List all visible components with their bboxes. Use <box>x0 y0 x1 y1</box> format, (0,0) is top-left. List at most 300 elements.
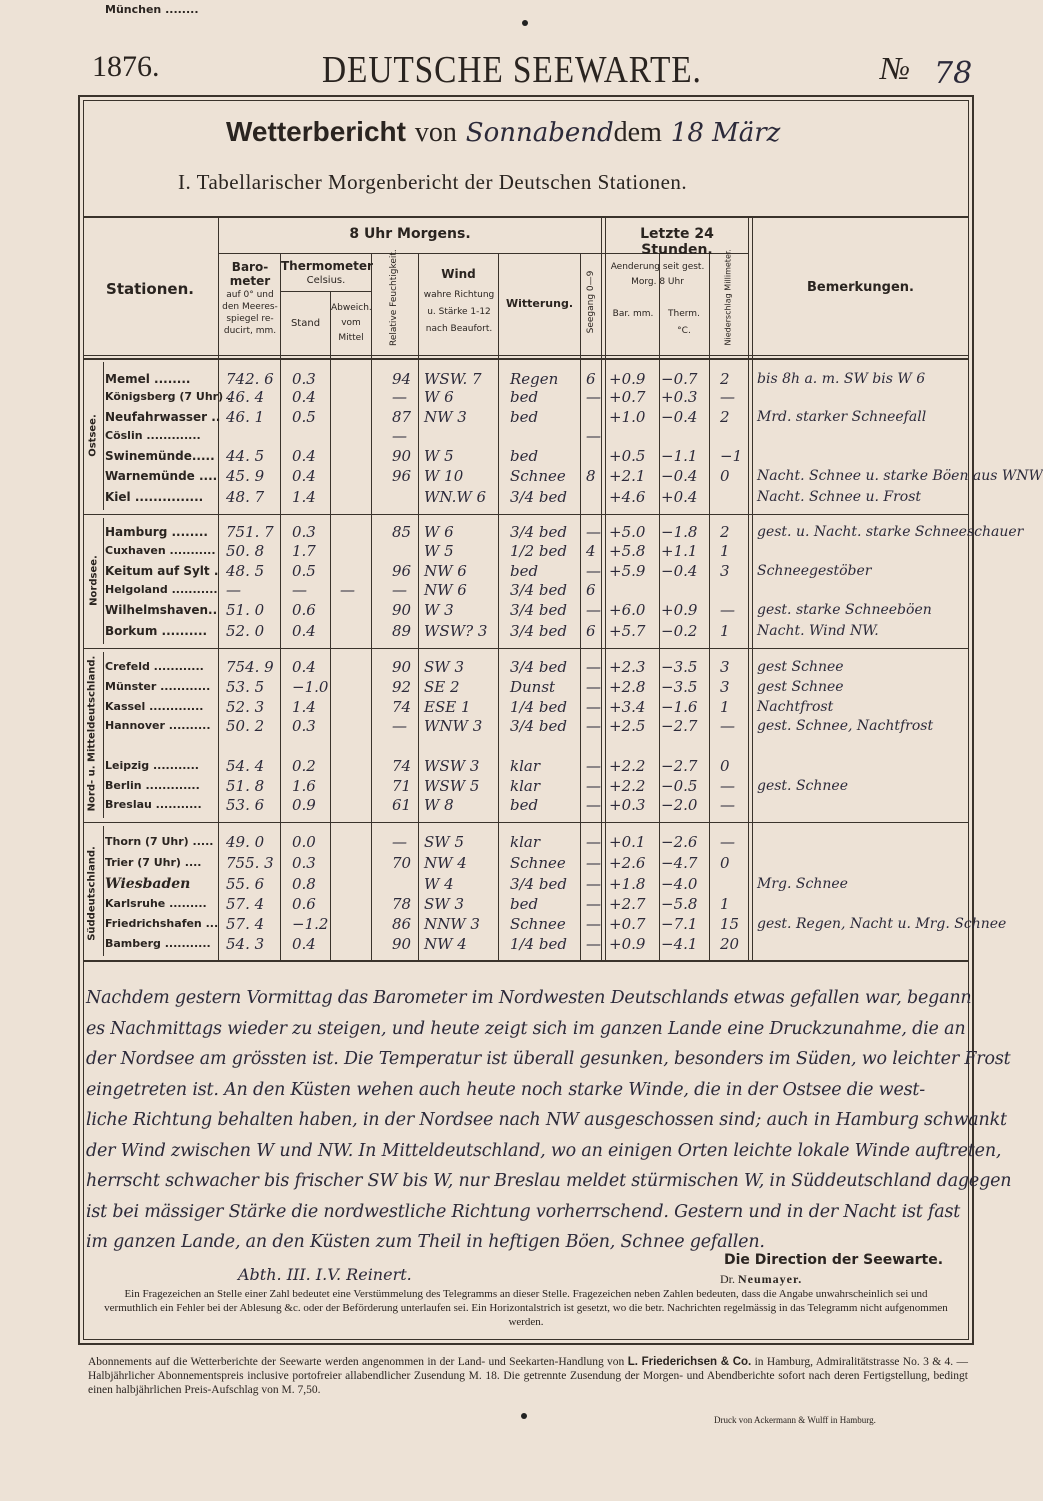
cell-see: 4 <box>586 542 596 560</box>
header-last24: Letzte 24 Stunden. <box>640 226 714 258</box>
cell-rel: 87 <box>392 408 412 426</box>
cell-baro: 754. 9 <box>226 658 274 676</box>
cell-nied: 1 <box>720 698 730 716</box>
cell-witt: 1/2 bed <box>510 542 567 560</box>
cell-bem: gest. u. Nacht. starke Schneeschauer <box>757 524 1024 540</box>
cell-stand: 0.3 <box>292 370 316 388</box>
cell-rel: 90 <box>392 935 412 953</box>
cell-dth: −3.5 <box>661 678 698 696</box>
cell-nied: 0 <box>720 757 730 775</box>
cell-dbar: +5.8 <box>609 542 646 560</box>
cell-dth: −4.7 <box>661 854 698 872</box>
cell-baro: 51. 0 <box>226 601 265 619</box>
cell-see: 6 <box>586 622 596 640</box>
table-row <box>84 716 968 736</box>
cell-wind: W 10 <box>424 467 464 485</box>
header-witterung: Witterung. <box>505 297 574 310</box>
cell-see: — <box>586 523 601 541</box>
table-row <box>84 853 968 873</box>
cell-dbar: +5.0 <box>609 523 646 541</box>
table-row <box>84 541 968 561</box>
cell-wind: SW 3 <box>424 895 465 913</box>
cell-baro: 755. 3 <box>226 854 274 872</box>
cell-wind: WN.W 6 <box>424 488 487 506</box>
cell-witt: bed <box>510 796 539 814</box>
cell-see: — <box>586 601 601 619</box>
table-row <box>84 487 968 507</box>
cell-nied: 15 <box>720 915 740 933</box>
cell-stand: 0.8 <box>292 875 316 893</box>
cell-baro: 52. 3 <box>226 698 265 716</box>
cell-wind: SW 3 <box>424 658 465 676</box>
header-morning: 8 Uhr Morgens. <box>349 226 471 242</box>
cell-witt: bed <box>510 408 539 426</box>
table-row <box>84 894 968 914</box>
signature-left: Abth. III. I.V. Reinert. <box>238 1265 412 1284</box>
title-day: Sonnabend <box>465 118 614 148</box>
cell-wind: W 3 <box>424 601 454 619</box>
header-wind: Wind <box>441 267 476 281</box>
table-row <box>84 776 968 796</box>
cell-stand: 0.4 <box>292 622 316 640</box>
cell-wind: WSW 5 <box>424 777 480 795</box>
cell-dbar: +3.4 <box>609 698 646 716</box>
station-name: Crefeld ............ <box>105 660 204 673</box>
cell-see: — <box>586 678 601 696</box>
cell-wind: NW 4 <box>424 854 467 872</box>
cell-bem: bis 8h a. m. SW bis W 6 <box>757 371 926 387</box>
cell-dth: +0.4 <box>661 488 698 506</box>
cell-wind: NNW 3 <box>424 915 480 933</box>
cell-wind: WSW. 7 <box>424 370 482 388</box>
station-name: Borkum .......... <box>105 624 208 638</box>
narrative-line: herrscht schwacher bis frischer SW bis W, nur Breslau meldet stürmischen W, in Süddeutschland dagegen <box>86 1171 1012 1191</box>
narrative-line: im ganzen Lande, an den Küsten zum Theil in heftigen Böen, Schnee gefallen. <box>86 1232 765 1252</box>
cell-dbar: +4.6 <box>609 488 646 506</box>
cell-bem: gest. Schnee <box>757 778 848 794</box>
cell-nied: — <box>720 601 735 619</box>
cell-dth: +0.9 <box>661 601 698 619</box>
cell-rel: — <box>392 833 407 851</box>
table-row <box>84 832 968 852</box>
narrative-line: Nachdem gestern Vormittag das Barometer im Nordwesten Deutschlands etwas gefallen war, begann <box>86 988 972 1008</box>
cell-rel: 74 <box>392 757 412 775</box>
station-name: Memel ........ <box>105 372 191 386</box>
station-name: Trier (7 Uhr) .... <box>105 856 202 869</box>
signature-name <box>720 1272 802 1287</box>
cell-nied: 1 <box>720 542 730 560</box>
cell-dbar: +2.8 <box>609 678 646 696</box>
station-name: Hannover .......... <box>105 719 211 732</box>
cell-dth: +0.3 <box>661 388 698 406</box>
cell-wind: W 8 <box>424 796 454 814</box>
cell-witt: 3/4 bed <box>510 581 567 599</box>
cell-witt: 3/4 bed <box>510 875 567 893</box>
table-row <box>84 677 968 697</box>
cell-stand: 0.6 <box>292 601 316 619</box>
cell-rel: 90 <box>392 447 412 465</box>
cell-dth: −1.1 <box>661 447 698 465</box>
cell-nied: — <box>720 777 735 795</box>
cell-dth: −0.7 <box>661 370 698 388</box>
cell-baro: 53. 5 <box>226 678 265 696</box>
cell-witt: Schnee <box>510 915 566 933</box>
station-name: Neufahrwasser .. <box>105 410 221 424</box>
cell-baro: 751. 7 <box>226 523 274 541</box>
cell-stand: 0.3 <box>292 717 316 735</box>
cell-wind: NW 3 <box>424 408 467 426</box>
cell-rel: 90 <box>392 658 412 676</box>
cell-witt: 3/4 bed <box>510 523 567 541</box>
station-name: Berlin ............. <box>105 779 200 792</box>
cell-dbar: +1.0 <box>609 408 646 426</box>
table-row <box>84 697 968 717</box>
cell-dth: −0.4 <box>661 408 698 426</box>
narrative-line: der Wind zwischen W und NW. In Mitteldeutschland, wo an einigen Orten leichte lokale Winde auftreten, <box>86 1140 1002 1161</box>
subscription-notice <box>88 1355 968 1397</box>
station-name: Wiesbaden <box>105 876 191 892</box>
cell-see: — <box>586 757 601 775</box>
table-row <box>84 446 968 466</box>
table-row <box>84 657 968 677</box>
cell-see: — <box>586 935 601 953</box>
header-aenderung: Aenderung seit gest. Morg. 8 Uhr <box>610 262 705 287</box>
table-row <box>84 522 1024 542</box>
cell-dth: −7.1 <box>661 915 698 933</box>
station-name: Kiel ............... <box>105 490 204 504</box>
station-name: Breslau ........... <box>105 798 202 811</box>
cell-witt: klar <box>510 777 540 795</box>
cell-rel: 86 <box>392 915 412 933</box>
cell-rel: 94 <box>392 370 412 388</box>
cell-baro: 742. 6 <box>226 370 274 388</box>
cell-dth: −2.6 <box>661 833 698 851</box>
station-name: Keitum auf Sylt . <box>105 564 219 578</box>
cell-witt: 3/4 bed <box>510 488 567 506</box>
title-date: 18 März <box>670 118 781 148</box>
cell-see: 8 <box>586 467 596 485</box>
cell-stand: 0.4 <box>292 447 316 465</box>
cell-baro: 57. 4 <box>226 915 265 933</box>
cell-rel: — <box>392 581 407 599</box>
cell-see: — <box>586 698 601 716</box>
cell-nied: 0 <box>720 467 730 485</box>
header-bemerkungen: Bemerkungen. <box>807 280 914 295</box>
cell-nied: — <box>720 796 735 814</box>
table-row <box>84 580 968 600</box>
cell-stand: 0.3 <box>292 523 316 541</box>
station-name: Swinemünde..... <box>105 449 215 463</box>
cell-stand: 1.7 <box>292 542 316 560</box>
cell-baro: 46. 4 <box>226 388 265 406</box>
cell-dbar: +2.2 <box>609 777 646 795</box>
cell-see: 6 <box>586 370 596 388</box>
cell-wind: W 6 <box>424 523 454 541</box>
cell-baro: 46. 1 <box>226 408 265 426</box>
cell-bem: Nacht. Wind NW. <box>757 623 879 639</box>
cell-rel: 78 <box>392 895 412 913</box>
cell-dbar: +0.7 <box>609 915 646 933</box>
cell-witt: bed <box>510 388 539 406</box>
report-title <box>226 115 780 149</box>
cell-rel: 70 <box>392 854 412 872</box>
cell-stand: −1.2 <box>292 915 329 933</box>
header-stations: Stationen. <box>106 280 194 298</box>
group-label-sueddeutschland: Süddeutschland. <box>86 846 98 941</box>
header-bar: Bar. mm. <box>612 309 654 319</box>
cell-wind: W 4 <box>424 875 454 893</box>
cell-witt: bed <box>510 447 539 465</box>
cell-see: — <box>586 777 601 795</box>
cell-stand: 0.6 <box>292 895 316 913</box>
cell-dbar: +0.9 <box>609 935 646 953</box>
cell-witt: 3/4 bed <box>510 658 567 676</box>
cell-dbar: +2.5 <box>609 717 646 735</box>
cell-nied: 2 <box>720 370 730 388</box>
cell-nied: 2 <box>720 408 730 426</box>
cell-dth: +1.1 <box>661 542 698 560</box>
cell-rel: — <box>392 427 407 445</box>
station-name: Cöslin ............. <box>105 429 201 442</box>
cell-nied: 1 <box>720 895 730 913</box>
cell-dbar: +5.9 <box>609 562 646 580</box>
cell-dbar: +2.6 <box>609 854 646 872</box>
cell-bem: gest. starke Schneeböen <box>757 602 932 618</box>
cell-nied: 3 <box>720 562 730 580</box>
cell-dbar: +0.5 <box>609 447 646 465</box>
cell-abw: — <box>340 581 355 599</box>
cell-dbar: +6.0 <box>609 601 646 619</box>
cell-witt: Dunst <box>510 678 556 696</box>
cell-witt: Regen <box>510 370 559 388</box>
cell-rel: 74 <box>392 698 412 716</box>
table-row <box>84 621 968 641</box>
title-prefix: Wetterbericht <box>226 116 406 147</box>
station-name: Warnemünde .... <box>105 469 218 483</box>
table-row <box>84 0 968 20</box>
cell-nied: — <box>720 717 735 735</box>
table-row <box>84 756 968 776</box>
table-row <box>84 600 968 620</box>
cell-nied: 3 <box>720 658 730 676</box>
masthead: DEUTSCHE SEEWARTE. <box>322 49 702 91</box>
cell-nied: 1 <box>720 622 730 640</box>
cell-see: — <box>586 427 601 445</box>
station-name: Wilhelmshaven.. <box>105 603 218 617</box>
narrative-line: es Nachmittags wieder zu steigen, und heute zeigt sich im ganzen Lande eine Druckzunahme, die an <box>86 1018 966 1039</box>
table-row <box>84 426 968 446</box>
station-name: Hamburg ........ <box>105 525 208 539</box>
cell-dth: −0.2 <box>661 622 698 640</box>
cell-dth: −0.5 <box>661 777 698 795</box>
cell-dth: −2.0 <box>661 796 698 814</box>
cell-stand: 0.3 <box>292 854 316 872</box>
cell-baro: 45. 9 <box>226 467 265 485</box>
cell-rel: 90 <box>392 601 412 619</box>
header-thermo-sub: Celsius. <box>306 275 346 286</box>
station-name: Thorn (7 Uhr) ..... <box>105 835 214 848</box>
station-name: Bamberg ........... <box>105 937 211 950</box>
cell-wind: SW 5 <box>424 833 465 851</box>
cell-wind: NW 6 <box>424 581 467 599</box>
cell-dth: −1.8 <box>661 523 698 541</box>
cell-rel: 96 <box>392 562 412 580</box>
header-thermo: Thermometer <box>281 259 373 273</box>
cell-nied: 3 <box>720 678 730 696</box>
table-row <box>84 369 968 389</box>
cell-bem: gest. Schnee, Nachtfrost <box>757 718 934 734</box>
cell-dbar: +5.7 <box>609 622 646 640</box>
station-name: Münster ............ <box>105 680 211 693</box>
table-row <box>84 934 968 954</box>
cell-dbar: +0.9 <box>609 370 646 388</box>
ornament-dot <box>522 20 528 26</box>
weather-narrative <box>86 988 1012 1263</box>
header-wind-sub: wahre Richtung u. Stärke 1-12 nach Beaufort. <box>423 290 495 334</box>
cell-stand: 0.4 <box>292 388 316 406</box>
station-name: Cuxhaven ........... <box>105 544 216 557</box>
cell-stand: 0.4 <box>292 658 316 676</box>
cell-stand: 0.4 <box>292 467 316 485</box>
station-name: Friedrichshafen ... <box>105 917 219 930</box>
cell-bem: gest. Regen, Nacht u. Mrg. Schnee <box>757 916 1007 932</box>
header-baro: Baro-meter <box>229 260 271 288</box>
cell-rel: 61 <box>392 796 412 814</box>
cell-stand: 1.6 <box>292 777 316 795</box>
header-seegang: Seegang 0—9 <box>586 270 596 334</box>
cell-bem: gest Schnee <box>757 659 844 675</box>
group-label-mitteldeutschland: Nord- u. Mitteldeutschland. <box>86 655 98 812</box>
cell-see: — <box>586 796 601 814</box>
cell-nied: −1 <box>720 447 743 465</box>
cell-see: — <box>586 562 601 580</box>
cell-see: 6 <box>586 581 596 599</box>
table-row <box>84 387 968 407</box>
cell-witt: Schnee <box>510 854 566 872</box>
cell-dth: −2.7 <box>661 757 698 775</box>
cell-dth: −4.1 <box>661 935 698 953</box>
cell-dth: −3.5 <box>661 658 698 676</box>
cell-wind: SE 2 <box>424 678 460 696</box>
cell-see: — <box>586 915 601 933</box>
cell-baro: 54. 3 <box>226 935 265 953</box>
cell-wind: WSW 3 <box>424 757 480 775</box>
cell-wind: W 6 <box>424 388 454 406</box>
cell-witt: 1/4 bed <box>510 935 567 953</box>
narrative-line: liche Richtung behalten haben, in der Nordsee nach NW ausgeschossen sind; auch in Hamburg schwankt <box>86 1110 1007 1130</box>
cell-witt: klar <box>510 833 540 851</box>
cell-dbar: +0.7 <box>609 388 646 406</box>
cell-baro: 44. 5 <box>226 447 265 465</box>
cell-wind: W 5 <box>424 542 454 560</box>
narrative-line: der Nordsee am grössten ist. Die Temperatur ist überall gesunken, besonders im Süden, wo leichter Frost <box>86 1049 1011 1069</box>
cell-see: — <box>586 658 601 676</box>
cell-see: — <box>586 388 601 406</box>
cell-stand: 0.4 <box>292 935 316 953</box>
cell-bem: Nachtfrost <box>757 699 834 715</box>
cell-rel: 85 <box>392 523 412 541</box>
subscription-company: L. Friederichsen & Co. <box>627 1356 752 1368</box>
cell-witt: 1/4 bed <box>510 698 567 716</box>
cell-baro: 55. 6 <box>226 875 265 893</box>
cell-bem: Schneegestöber <box>757 563 872 579</box>
cell-rel: 89 <box>392 622 412 640</box>
cell-nied: — <box>720 833 735 851</box>
header-therm: Therm. °C. <box>668 309 700 336</box>
header-abweich: Abweich. vom Mittel <box>331 303 372 343</box>
cell-stand: −1.0 <box>292 678 329 696</box>
table-row <box>84 914 1007 934</box>
narrative-line: eingetreten ist. An den Küsten wehen auch heute noch starke Winde, die in der Ostsee die west- <box>86 1079 925 1100</box>
cell-wind: NW 6 <box>424 562 467 580</box>
cell-bem: gest Schnee <box>757 679 844 695</box>
cell-baro: 57. 4 <box>226 895 265 913</box>
title-dem: dem <box>613 117 662 148</box>
cell-bem: Nacht. Schnee u. Frost <box>757 489 922 505</box>
cell-baro: 50. 8 <box>226 542 265 560</box>
cell-bem: Mrd. starker Schneefall <box>757 409 927 425</box>
cell-nied: — <box>720 388 735 406</box>
cell-nied: 0 <box>720 854 730 872</box>
group-label-nordsee: Nordsee. <box>88 555 100 606</box>
cell-wind: NW 4 <box>424 935 467 953</box>
title-von: von <box>414 117 457 148</box>
subtitle: I. Tabellarischer Morgenbericht der Deutschen Stationen. <box>178 170 688 194</box>
cell-dth: −4.0 <box>661 875 698 893</box>
cell-stand: 0.2 <box>292 757 316 775</box>
cell-wind: W 5 <box>424 447 454 465</box>
cell-see: — <box>586 717 601 735</box>
cell-wind: WSW? 3 <box>424 622 488 640</box>
cell-witt: klar <box>510 757 540 775</box>
printer-imprint: Druck von Ackermann & Wulff in Hamburg. <box>714 1415 876 1425</box>
signature-surname: Neumayer. <box>738 1272 803 1286</box>
cell-rel: 92 <box>392 678 412 696</box>
cell-dbar: +2.1 <box>609 467 646 485</box>
cell-stand: 0.0 <box>292 833 316 851</box>
cell-dbar: +2.7 <box>609 895 646 913</box>
cell-dth: −0.4 <box>661 467 698 485</box>
cell-wind: WNW 3 <box>424 717 483 735</box>
cell-witt: bed <box>510 562 539 580</box>
station-name: Karlsruhe ......... <box>105 897 207 910</box>
station-name: Helgoland ........... <box>105 583 218 596</box>
header-niederschlag: Niederschlag Millimeter. <box>723 249 733 346</box>
cell-bem: Mrg. Schnee <box>757 876 848 892</box>
cell-dbar: +2.3 <box>609 658 646 676</box>
cell-baro: 54. 4 <box>226 757 265 775</box>
signature-dr: Dr. <box>720 1272 735 1286</box>
cell-stand: — <box>292 581 307 599</box>
narrative-line: ist bei mässiger Stärke die nordwestliche Richtung vorherrschend. Gestern und in der Nacht ist fast <box>86 1201 961 1222</box>
cell-dbar: +0.1 <box>609 833 646 851</box>
cell-dth: −0.4 <box>661 562 698 580</box>
cell-dbar: +1.8 <box>609 875 646 893</box>
table-row <box>84 795 968 815</box>
cell-rel: 71 <box>392 777 412 795</box>
cell-baro: 48. 5 <box>226 562 265 580</box>
header-rel: Relative Feuchtigkeit. <box>389 249 399 346</box>
cell-stand: 0.5 <box>292 408 316 426</box>
cell-rel: — <box>392 717 407 735</box>
cell-witt: 3/4 bed <box>510 717 567 735</box>
station-name: München ........ <box>105 3 199 16</box>
footnote: Ein Fragezeichen an Stelle einer Zahl bedeutet eine Verstümmelung des Telegramms an dieser Stelle. Fragezeichen neben Zahlen bedeuten, dass die Angabe unwahrscheinlich sei und vermuthlich ein Fehler bei der Ablesung &c. oder der Beförderung unterlaufen sei. Ein Horizontalstrich ist gesetzt, wo die betr. Nachrichten regelmässig in das Telegramm nicht aufgenommen werden. <box>104 1288 948 1328</box>
station-name: Königsberg (7 Uhr) . <box>105 390 232 403</box>
cell-nied: 2 <box>720 523 730 541</box>
subscription-text-2: in Hamburg, Admiralitätstrasse No. 3 & 4. — Halbjährlicher Abonnementspreis inclusive portofreier allabendlicher Zusendung M. 18. Die getrennte Zusendung der Morgen- und Abendberichte sofort nach deren Fertigstellung, bedingt einen halbjährlichen Preis-Aufschlag von M. 7,50. <box>88 1356 969 1396</box>
cell-nied: 20 <box>720 935 740 953</box>
